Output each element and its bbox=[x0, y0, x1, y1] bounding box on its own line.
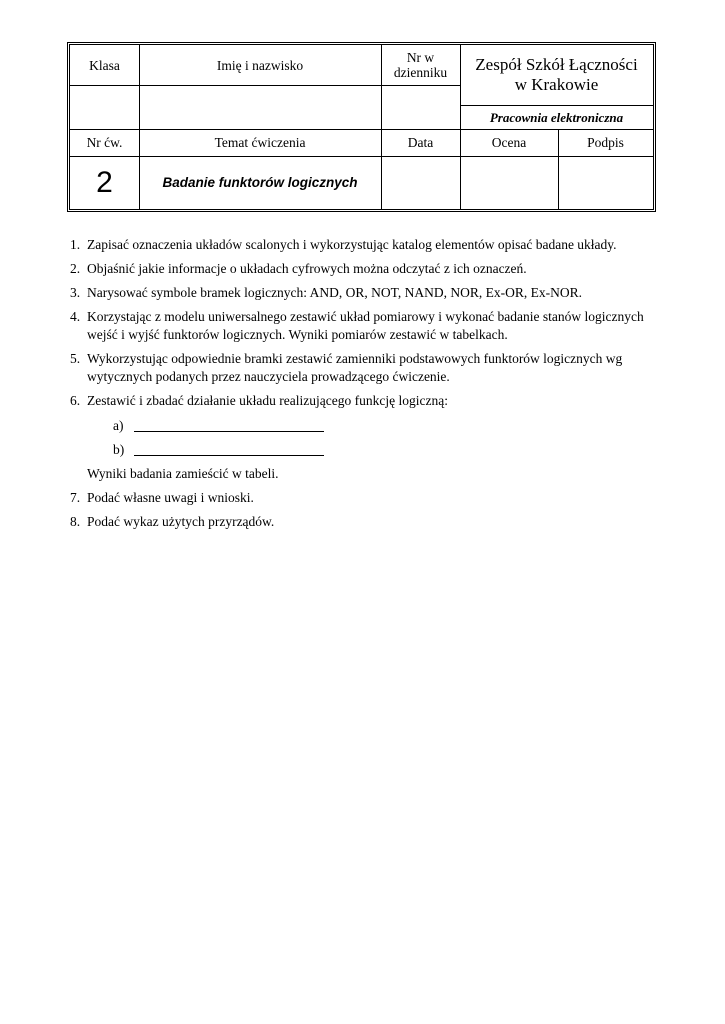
function-sublist bbox=[87, 417, 660, 483]
blank-line bbox=[134, 431, 324, 432]
list-item: 4. Korzystając z modelu uniwersalnego zestawić układ pomiarowy i wykonać badanie stanów logicznych wejść i wyjść funktorów logicznych. Wyniki pomiarów zestawić w tabelkach. bbox=[70, 309, 644, 342]
blank-line bbox=[134, 455, 324, 456]
signature-label: Podpis bbox=[587, 135, 624, 150]
list-item: 5. Wykorzystując odpowiednie bramki zestawić zamienniki podstawowych funktorów logicznych wg wytycznych podanych przez nauczyciela prowadzącego ćwiczenie. bbox=[70, 351, 623, 384]
exercise-number-label: Nr ćw. bbox=[86, 135, 123, 150]
name-label: Imię i nazwisko bbox=[216, 57, 304, 73]
list-item: 3. Narysować symbole bramek logicznych: AND, OR, NOT, NAND, NOR, Ex-OR, Ex-NOR. bbox=[70, 285, 583, 300]
journal-number-field bbox=[381, 85, 460, 129]
journal-number-label: Nr w dzienniku bbox=[393, 50, 448, 80]
class-field bbox=[70, 85, 139, 129]
exercise-number: 2 bbox=[96, 166, 113, 199]
list-item: 8. Podać wykaz użytych przyrządów. bbox=[70, 514, 275, 529]
list-item: 1. Zapisać oznaczenia układów scalonych i wykorzystując katalog elementów opisać badane układy. bbox=[70, 237, 617, 252]
sub-item-a: a) bbox=[87, 417, 660, 435]
list-item: 7. Podać własne uwagi i wnioski. bbox=[70, 490, 254, 505]
date-label: Data bbox=[407, 135, 434, 150]
sub-item-b: b) bbox=[87, 441, 660, 459]
signature-field bbox=[558, 156, 653, 209]
grade-label: Ocena bbox=[491, 135, 527, 150]
workshop-name: Pracownia elektroniczna bbox=[489, 109, 624, 125]
list-item: 6. Zestawić i zbadać działanie układu realizującego funkcję logiczną: a) b) Wyniki badania zamieścić w tabeli. bbox=[60, 392, 660, 483]
topic-label: Temat ćwiczenia bbox=[214, 135, 306, 150]
class-label: Klasa bbox=[89, 57, 120, 73]
results-note: Wyniki badania zamieścić w tabeli. bbox=[87, 466, 279, 481]
list-item: 2. Objaśnić jakie informacje o układach cyfrowych można odczytać z ich oznaczeń. bbox=[70, 261, 527, 276]
header-table bbox=[67, 42, 656, 212]
school-name: Zespół Szkół Łączności w Krakowie bbox=[475, 55, 638, 94]
name-field bbox=[139, 85, 381, 129]
exercise-title: Badanie funktorów logicznych bbox=[162, 175, 358, 190]
date-field bbox=[381, 156, 460, 209]
grade-field bbox=[460, 156, 558, 209]
task-list bbox=[60, 236, 660, 537]
